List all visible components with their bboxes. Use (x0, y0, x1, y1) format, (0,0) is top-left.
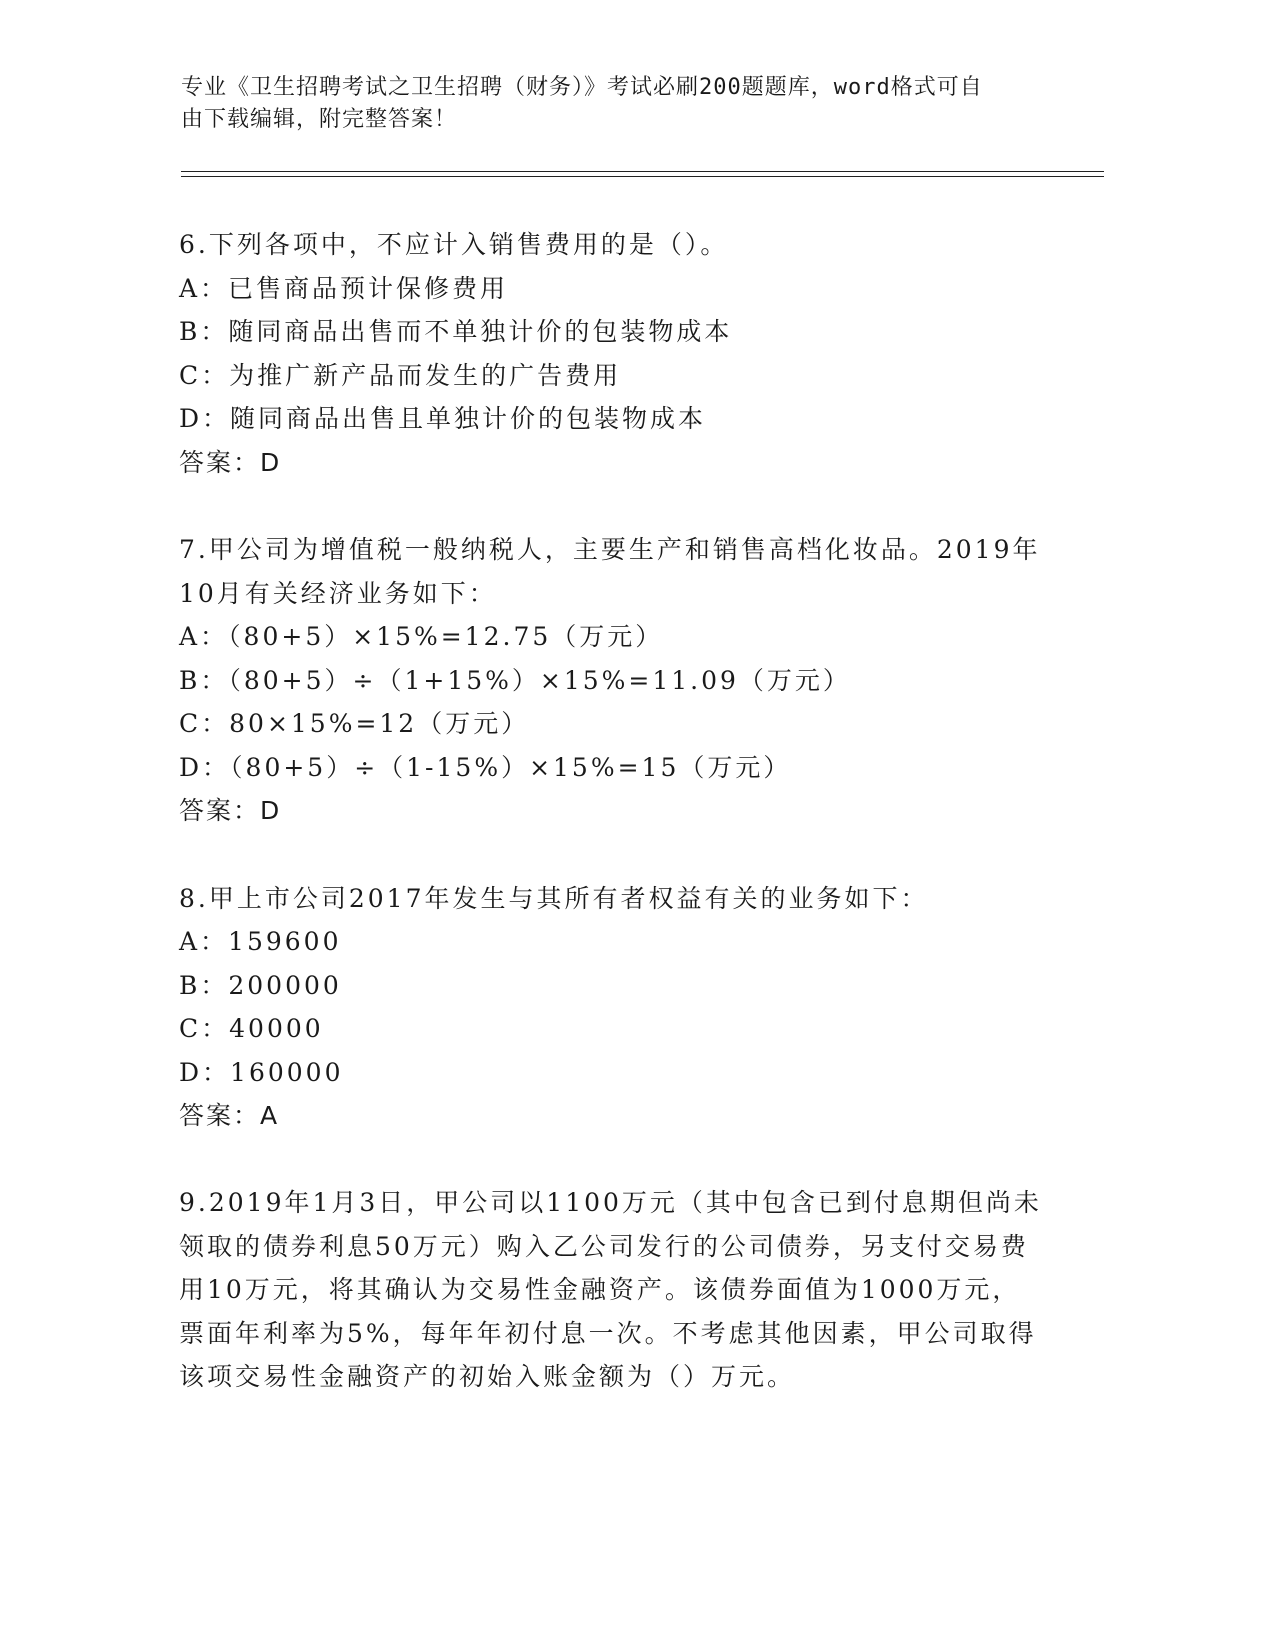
option-c: C：80×15%=12（万元） (179, 709, 530, 738)
answer-label: 答案：D (179, 448, 282, 477)
answer-label: 答案：A (179, 1101, 280, 1130)
option-d: D：160000 (179, 1058, 344, 1087)
option-a: A：已售商品预计保修费用 (179, 274, 509, 303)
option-a: A：159600 (179, 927, 342, 956)
option-a: A：（80+5）×15%=12.75（万元） (179, 622, 664, 651)
option-c: C：为推广新产品而发生的广告费用 (179, 361, 622, 390)
question-stem: 领取的债券利息50万元）购入乙公司发行的公司债券，另支付交易费 (179, 1232, 1029, 1261)
option-d: D：（80+5）÷（1-15%）×15%=15（万元） (179, 753, 792, 782)
question-stem: 8.甲上市公司2017年发生与其所有者权益有关的业务如下： (179, 884, 929, 913)
question-stem: 7.甲公司为增值税一般纳税人，主要生产和销售高档化妆品。2019年 (179, 535, 1041, 564)
option-d: D：随同商品出售且单独计价的包装物成本 (179, 404, 707, 433)
header-divider-bottom (181, 176, 1104, 177)
header-line-2: 由下载编辑，附完整答案！ (181, 107, 458, 132)
document-header (181, 72, 1061, 136)
header-divider-top (181, 171, 1104, 172)
answer-label: 答案：D (179, 796, 282, 825)
option-b: B：（80+5）÷（1+15%）×15%=11.09（万元） (179, 666, 851, 695)
header-line-1: 专业《卫生招聘考试之卫生招聘（财务）》考试必刷200题题库，word格式可自 (181, 75, 983, 100)
question-stem: 该项交易性金融资产的初始入账金额为（）万元。 (179, 1362, 796, 1391)
option-c: C：40000 (179, 1014, 324, 1043)
question-stem: 票面年利率为5%，每年年初付息一次。不考虑其他因素，甲公司取得 (179, 1319, 1037, 1348)
question-stem: 用10万元，将其确认为交易性金融资产。该债券面值为1000万元， (179, 1275, 1021, 1304)
question-stem: 6.下列各项中，不应计入销售费用的是（）。 (179, 230, 729, 259)
option-b: B：200000 (179, 971, 342, 1000)
option-b: B：随同商品出售而不单独计价的包装物成本 (179, 317, 733, 346)
question-stem: 10月有关经济业务如下： (179, 579, 497, 608)
question-stem: 9.2019年1月3日，甲公司以1100万元（其中包含已到付息期但尚未 (179, 1188, 1042, 1217)
